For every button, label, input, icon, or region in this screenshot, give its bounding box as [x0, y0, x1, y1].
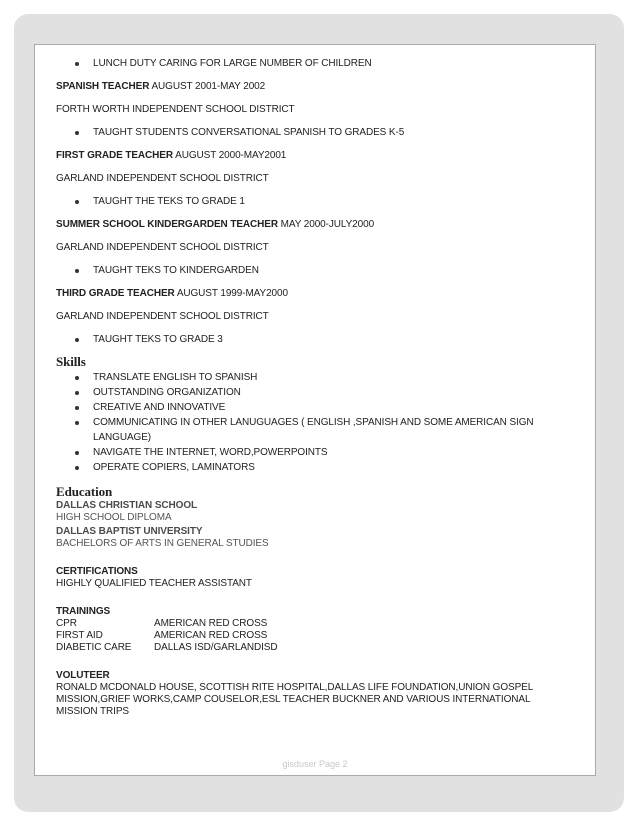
bullet-dot-icon	[75, 338, 79, 342]
resume-content	[56, 55, 581, 718]
certifications-heading: CERTIFICATIONS	[56, 566, 138, 577]
job-organization: FORTH WORTH INDEPENDENT SCHOOL DISTRICT	[56, 104, 295, 115]
bullet-dot-icon	[75, 406, 79, 410]
bullet-dot-icon	[75, 466, 79, 470]
skill-item: OPERATE COPIERS, LAMINATORS	[56, 460, 581, 475]
bullet-dot-icon	[75, 200, 79, 204]
bullet-item: LUNCH DUTY CARING FOR LARGE NUMBER OF CHILDREN	[56, 57, 581, 70]
certification-value: HIGHLY QUALIFIED TEACHER ASSISTANT	[56, 578, 252, 589]
training-name: FIRST AID	[56, 630, 103, 641]
bullet-dot-icon	[75, 269, 79, 273]
training-provider: AMERICAN RED CROSS	[154, 618, 268, 629]
bullet-item: TAUGHT TEKS TO GRADE 3	[56, 333, 581, 346]
school-name: DALLAS CHRISTIAN SCHOOL	[56, 500, 198, 511]
skill-item: OUTSTANDING ORGANIZATION	[56, 385, 581, 400]
bullet-dot-icon	[75, 421, 79, 425]
trainings-heading: TRAININGS	[56, 606, 111, 617]
bullet-dot-icon	[75, 62, 79, 66]
job-heading: THIRD GRADE TEACHER AUGUST 1999-MAY2000	[56, 288, 288, 299]
bullet-item: TAUGHT THE TEKS TO GRADE 1	[56, 195, 581, 208]
school-degree: HIGH SCHOOL DIPLOMA	[56, 512, 172, 523]
bullet-item: TAUGHT TEKS TO KINDERGARDEN	[56, 264, 581, 277]
training-name: CPR	[56, 618, 77, 629]
job-organization: GARLAND INDEPENDENT SCHOOL DISTRICT	[56, 173, 269, 184]
skill-item: NAVIGATE THE INTERNET, WORD,POWERPOINTS	[56, 445, 581, 460]
education-heading: Education	[56, 484, 113, 499]
skill-item: COMMUNICATING IN OTHER LANUGUAGES ( ENGLISH ,SPANISH AND SOME AMERICAN SIGN LANGUAGE)	[56, 415, 581, 445]
training-name: DIABETIC CARE	[56, 642, 132, 653]
training-provider: DALLAS ISD/GARLANDISD	[154, 642, 278, 653]
skill-item: TRANSLATE ENGLISH TO SPANISH	[56, 370, 581, 385]
volunteer-text: RONALD MCDONALD HOUSE, SCOTTISH RITE HOSPITAL,DALLAS LIFE FOUNDATION,UNION GOSPEL MISSION,GRIEF WORKS,CAMP COUSELOR,ESL TEACHER BUCKNER AND VARIOUS INTERNATIONAL MISSION TRIPS	[56, 682, 533, 717]
job-heading: SUMMER SCHOOL KINDERGARDEN TEACHER MAY 2000-JULY2000	[56, 219, 375, 230]
resume-page	[34, 44, 596, 776]
skill-item: CREATIVE AND INNOVATIVE	[56, 400, 581, 415]
bullet-dot-icon	[75, 451, 79, 455]
volunteer-heading: VOLUTEER	[56, 670, 110, 681]
bullet-dot-icon	[75, 391, 79, 395]
school-degree: BACHELORS OF ARTS IN GENERAL STUDIES	[56, 538, 269, 549]
job-organization: GARLAND INDEPENDENT SCHOOL DISTRICT	[56, 311, 269, 322]
skills-list	[56, 370, 581, 475]
bullet-dot-icon	[75, 376, 79, 380]
school-name: DALLAS BAPTIST UNIVERSITY	[56, 526, 203, 537]
job-heading: SPANISH TEACHER AUGUST 2001-MAY 2002	[56, 81, 266, 92]
bullet-dot-icon	[75, 131, 79, 135]
training-provider: AMERICAN RED CROSS	[154, 630, 268, 641]
job-organization: GARLAND INDEPENDENT SCHOOL DISTRICT	[56, 242, 269, 253]
page-footer: gisduser Page 2	[282, 759, 348, 769]
bullet-item: TAUGHT STUDENTS CONVERSATIONAL SPANISH TO GRADES K-5	[56, 126, 581, 139]
trainings-table	[56, 618, 581, 654]
skills-heading: Skills	[56, 354, 86, 369]
job-heading: FIRST GRADE TEACHER AUGUST 2000-MAY2001	[56, 150, 287, 161]
